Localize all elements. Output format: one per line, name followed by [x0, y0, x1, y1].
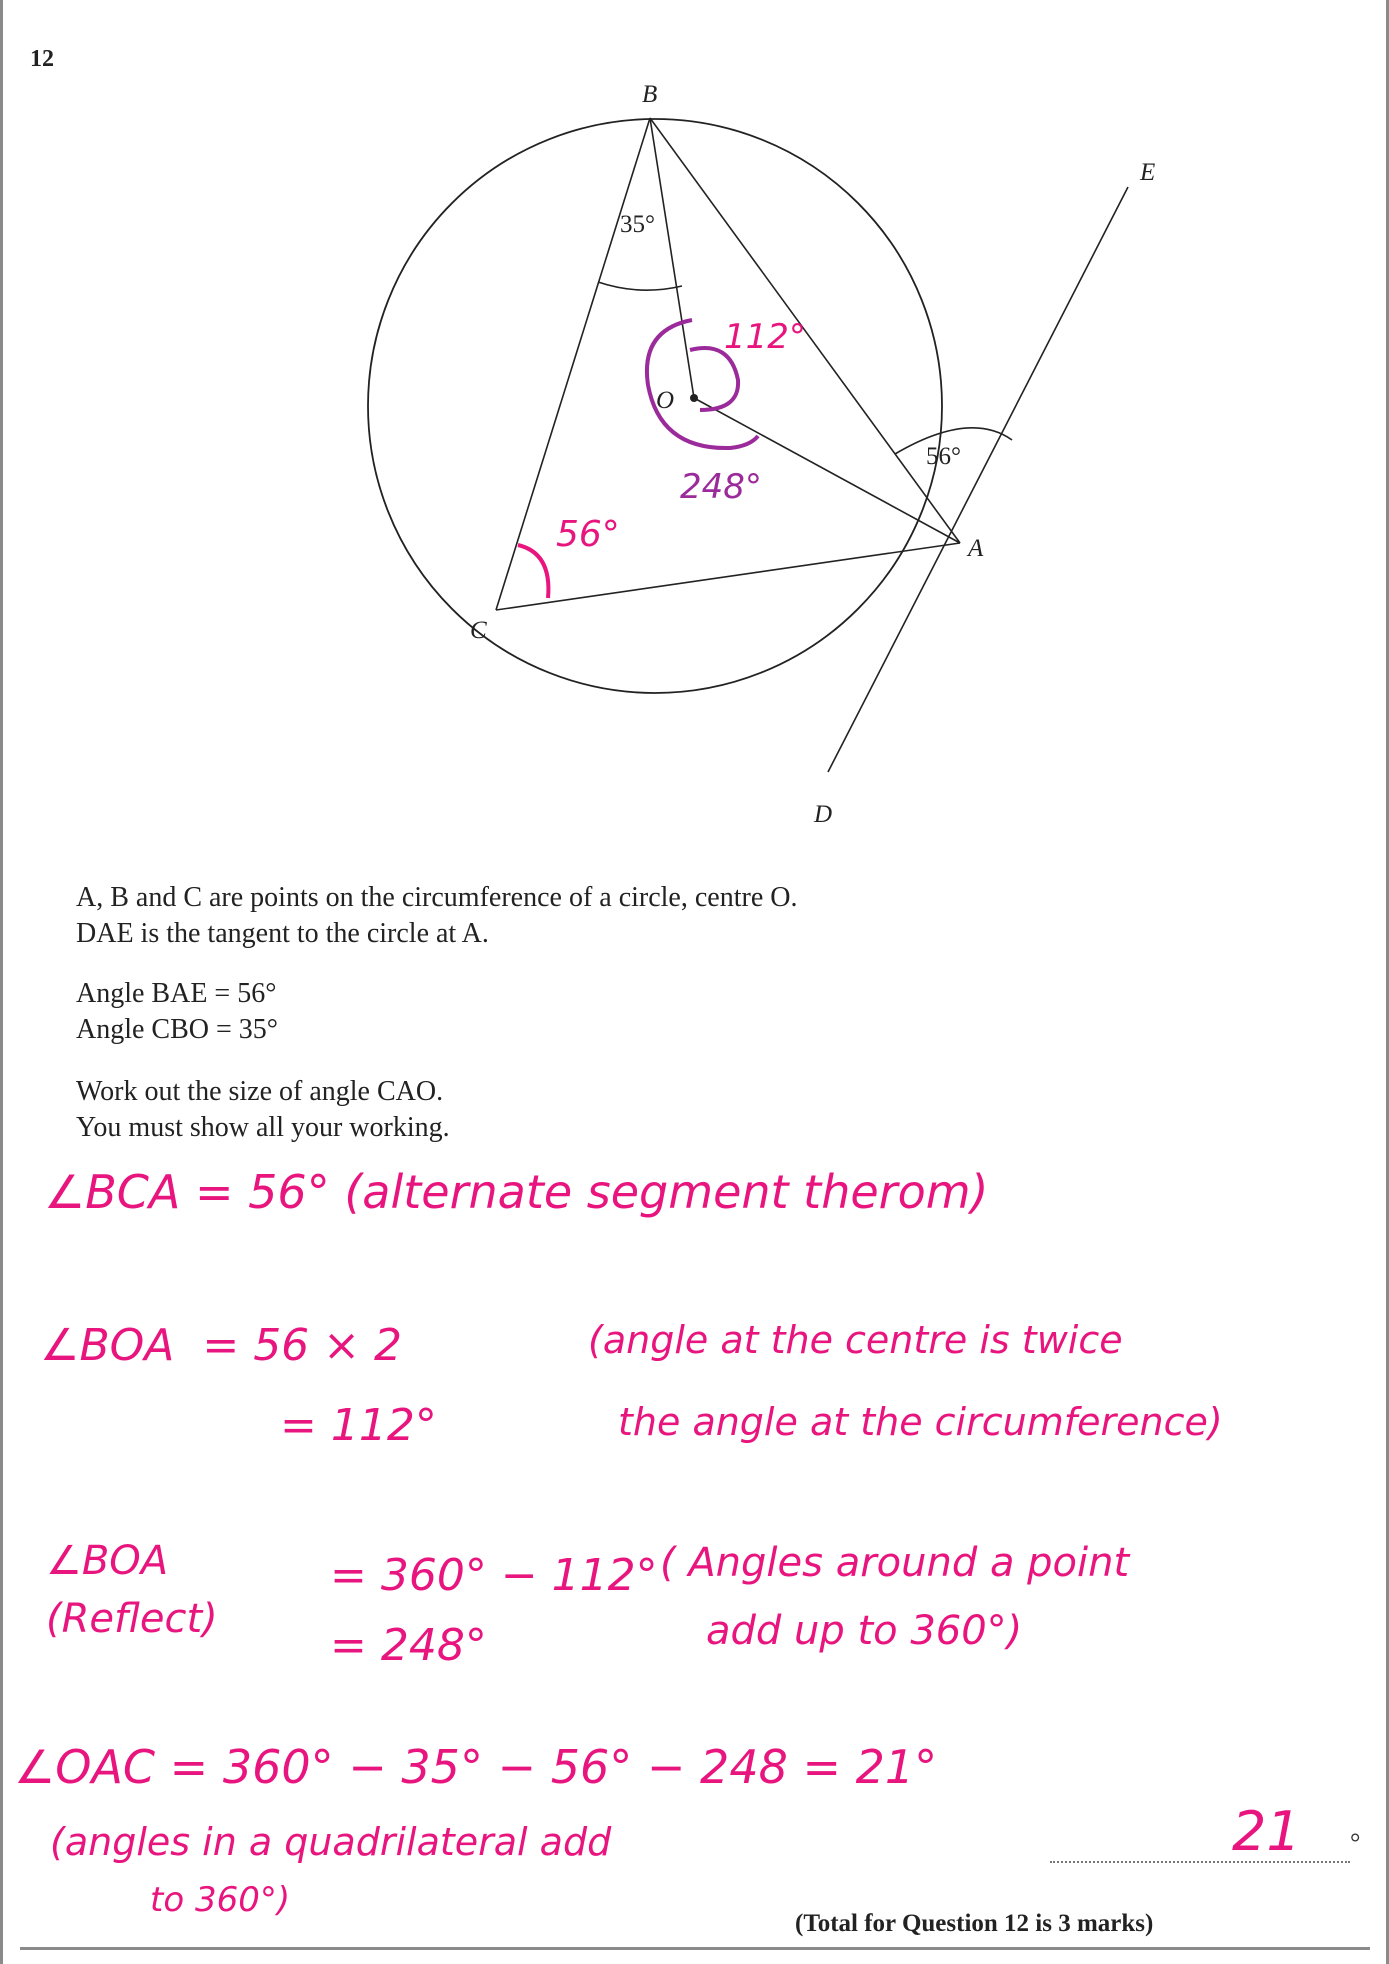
question-text-line1: A, B and C are points on the circumference of a circle, centre O. — [76, 882, 798, 913]
angle-arc-cbo — [598, 282, 682, 290]
working-line-2c: (angle at the centre is twice — [588, 1318, 1123, 1362]
radius-bo — [650, 118, 694, 398]
angle-label-bae: 56° — [926, 443, 961, 470]
given-angle-cbo: Angle CBO = 35° — [76, 1014, 278, 1045]
bottom-rule — [20, 1947, 1370, 1950]
working-line-2b: = 112° — [280, 1400, 437, 1451]
handwritten-56-label: 56° — [556, 514, 620, 555]
working-line-2a: ∠BOA = 56 × 2 — [40, 1320, 403, 1371]
centre-point — [690, 394, 698, 402]
angle-label-cbo: 35° — [620, 211, 655, 238]
question-number: 12 — [30, 46, 54, 72]
working-line-3e: ( Angles around a point — [660, 1540, 1130, 1586]
circle-theorem-diagram — [0, 0, 1389, 860]
answer-unit: ° — [1350, 1828, 1361, 1857]
label-o: O — [656, 387, 675, 414]
label-d: D — [814, 801, 833, 828]
working-line-3c: = 360° − 112° — [330, 1550, 658, 1601]
label-e: E — [1140, 159, 1156, 186]
working-line-3f: add up to 360°) — [706, 1608, 1023, 1654]
handwritten-arc-c — [518, 545, 548, 598]
working-line-5b: to 360°) — [150, 1880, 291, 1920]
working-line-4: ∠OAC = 360° − 35° − 56° − 248 = 21° — [14, 1740, 938, 1794]
label-b: B — [642, 81, 658, 108]
working-line-2d: the angle at the circumference) — [618, 1400, 1223, 1444]
label-a: A — [968, 535, 984, 562]
working-line-3d: = 248° — [330, 1620, 487, 1671]
task-text: Work out the size of angle CAO. — [76, 1076, 444, 1107]
handwritten-112-label: 112° — [724, 317, 806, 357]
working-line-3a: ∠BOA — [46, 1538, 169, 1584]
working-line-3b: (Reflect) — [46, 1596, 218, 1642]
total-marks: (Total for Question 12 is 3 marks) — [795, 1910, 1154, 1937]
question-text-line2: DAE is the tangent to the circle at A. — [76, 918, 489, 949]
given-angle-bae: Angle BAE = 56° — [76, 978, 277, 1009]
handwritten-obtuse-arc — [690, 348, 738, 410]
answer-line — [1050, 1861, 1350, 1863]
label-c: C — [470, 617, 487, 644]
final-answer: 21 — [1232, 1800, 1301, 1863]
tangent-line-dae — [828, 187, 1128, 772]
handwritten-248-label: 248° — [680, 467, 762, 507]
working-line-1: ∠BCA = 56° (alternate segment therom) — [44, 1165, 989, 1219]
instruction-text: You must show all your working. — [76, 1112, 450, 1143]
working-line-5a: (angles in a quadrilateral add — [50, 1820, 612, 1864]
